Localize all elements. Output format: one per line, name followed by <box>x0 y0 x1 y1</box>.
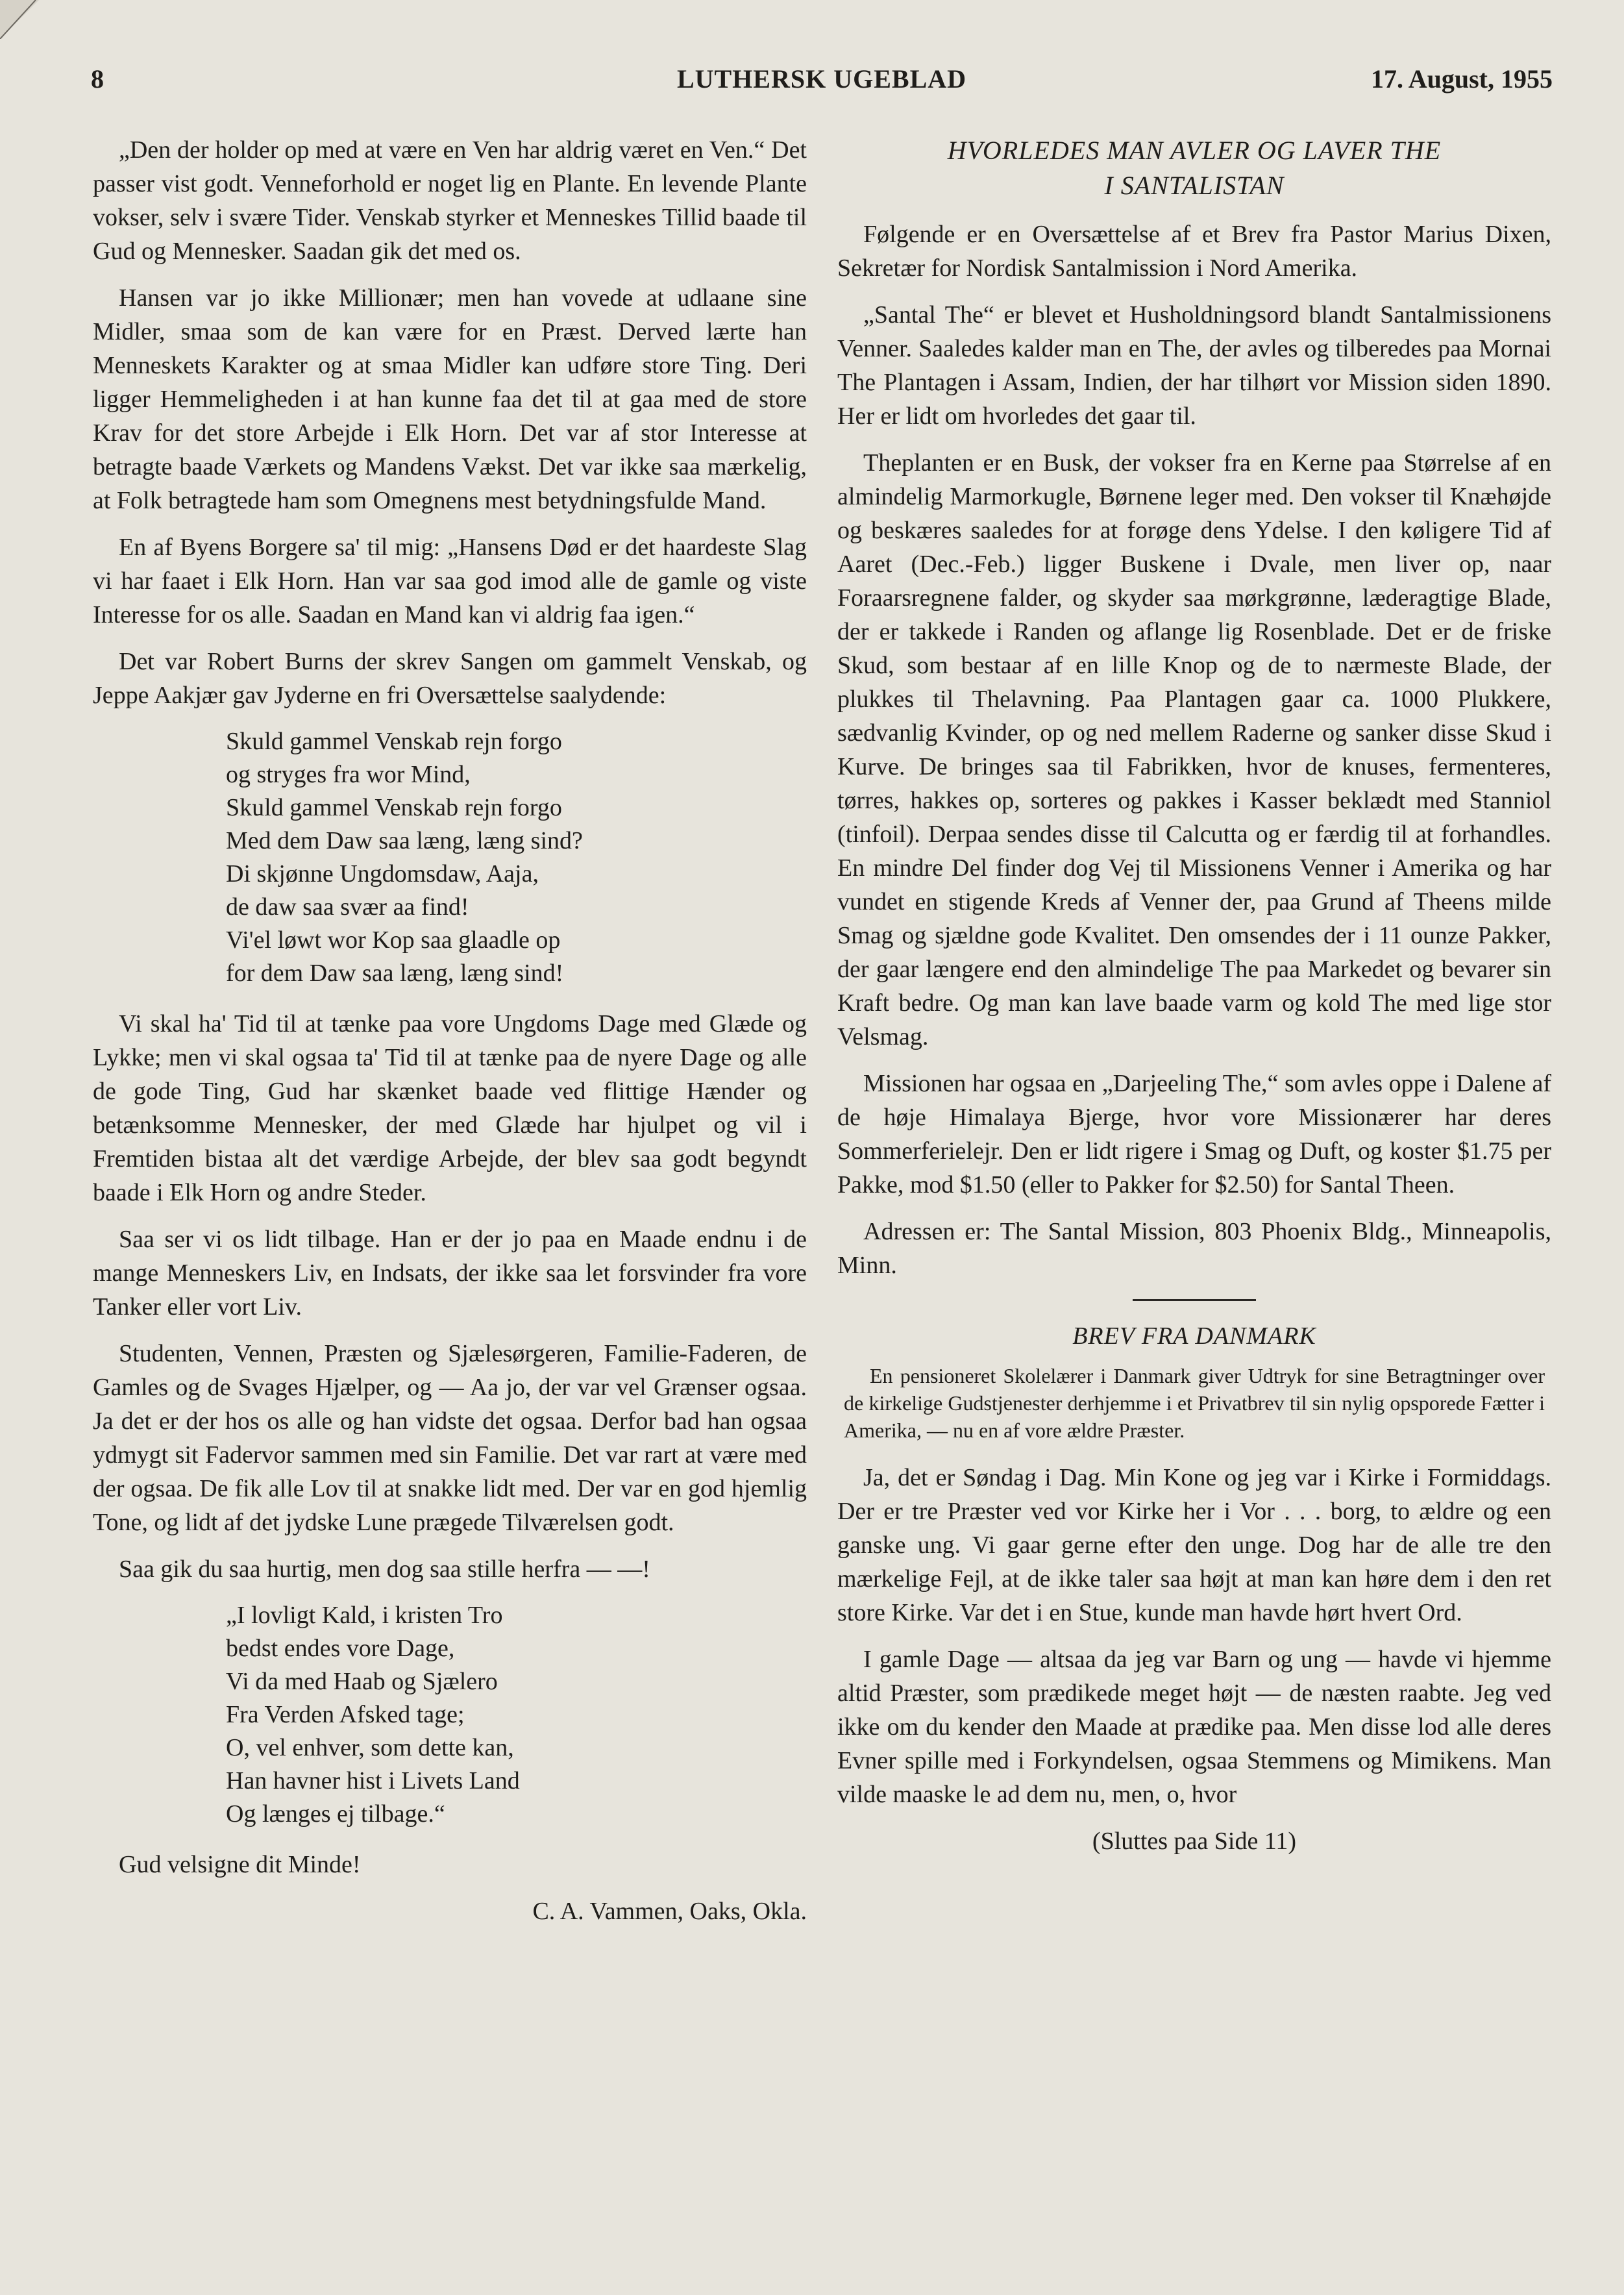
page-number: 8 <box>91 64 104 93</box>
paragraph: I gamle Dage — altsaa da jeg var Barn og ung — havde vi hjemme altid Præster, som prædikede meget højt — de næsten raabte. Jeg ved ikke om du kender den Maade at prædike paa. Men disse lod alle deres Evner spille med i Forkyndelsen, ogsaa Stemmens og Mimikens. Man vilde maaske le ad dem nu, men, o, hvor <box>837 1646 1551 1808</box>
paragraph: Saa ser vi os lidt tilbage. Han er der jo paa en Maade endnu i de mange Menneskers Liv, en Indsats, der ikke saa let forsvinder fra vore Tanker eller vort Liv. <box>93 1226 807 1321</box>
right-column <box>837 133 1551 1858</box>
poem-line: Han havner hist i Livets Land <box>226 1767 520 1794</box>
paragraph: Følgende er en Oversættelse af et Brev fra Pastor Marius Dixen, Sekretær for Nordisk Santalmission i Nord Amerika. <box>837 221 1551 282</box>
poem-stanza <box>226 725 807 990</box>
paragraph: Studenten, Vennen, Præsten og Sjælesørgeren, Familie-Faderen, de Gamles og de Svages Hjælper, og — Aa jo, der var vel Grænser ogsaa. Ja det er der hos os alle og han vidste det ogsaa. Derfor bad han ogsaa ydmygt sit Fadervor sammen med sin Familie. Det var rart at være med der ogsaa. De fik alle Lov til at snakke lidt med. Der var en god hjemlig Tone, og lidt af det jydske Lune prægede Tilværelsen godt. <box>93 1340 807 1536</box>
article-title <box>837 133 1551 203</box>
poem-line: Vi da med Haab og Sjælero <box>226 1668 498 1695</box>
paragraph: Det var Robert Burns der skrev Sangen om gammelt Venskab, og Jeppe Aakjær gav Jyderne en fri Oversættelse saalydende: <box>93 648 807 709</box>
poem-line: de daw saa svær aa find! <box>226 893 469 921</box>
poem-line: Di skjønne Ungdomsdaw, Aaja, <box>226 860 539 887</box>
article-title-line: HVORLEDES MAN AVLER OG LAVER THE <box>947 136 1442 165</box>
poem-line: bedst endes vore Dage, <box>226 1635 455 1662</box>
poem-line: for dem Daw saa læng, læng sind! <box>226 960 564 987</box>
paragraph: Adressen er: The Santal Mission, 803 Phoenix Bldg., Minneapolis, Minn. <box>837 1218 1551 1279</box>
poem-line: Vi'el løwt wor Kop saa glaadle op <box>226 926 561 954</box>
paragraph: „Den der holder op med at være en Ven har aldrig været en Ven.“ Det passer vist godt. Venneforhold er noget lig en Plante. En levende Plante vokser, selv i svære Tider. Venskab styrker et Menneskes Tillid baade til Gud og Mennesker. Saadan gik det med os. <box>93 136 807 265</box>
paragraph: Vi skal ha' Tid til at tænke paa vore Ungdoms Dage med Glæde og Lykke; men vi skal ogsaa ta' Tid til at tænke paa de nyere Dage og alle de gode Ting, Gud har skænket baade ved flittige Hænder og betænksomme Mennesker, der med Glæde har hjulpet og vil i Fremtiden bistaa alt det værdige Arbejde, der blev saa godt begyndt baade i Elk Horn og andre Steder. <box>93 1010 807 1206</box>
article-title-line: I SANTALISTAN <box>1104 171 1285 200</box>
page-header <box>91 64 1553 103</box>
paragraph: Ja, det er Søndag i Dag. Min Kone og jeg var i Kirke i Formiddags. Der er tre Præster ved vor Kirke her i Vor . . . borg, to ældre og een ganske ung. Vi gaar gerne efter den unge. Dog har de alle tre den mærkelige Fejl, at de ikke taler saa højt at man kan høre dem i den ret store Kirke. Var det i en Stue, kunde man havde hørt hvert Ord. <box>837 1464 1551 1626</box>
continued-note: (Sluttes paa Side 11) <box>1092 1828 1297 1855</box>
poem-line: Skuld gammel Venskab rejn forgo <box>226 728 562 755</box>
paragraph: Gud velsigne dit Minde! <box>119 1851 361 1878</box>
paragraph: Hansen var jo ikke Millionær; men han vovede at udlaane sine Midler, smaa som de kan være for en Præst. Derved lærte han Menneskets Karakter og at smaa Midler kan udføre store Ting. Deri ligger Hemmeligheden i at han kunne faa det til at gaa med de store Krav for det store Arbejde i Elk Horn. Det var af stor Interesse at betragte baade Værkets og Mandens Vækst. Det var ikke saa mærkelig, at Folk betragtede ham som Omegnens mest betydningsfulde Mand. <box>93 284 807 514</box>
paragraph: „Santal The“ er blevet et Husholdningsord blandt Santalmissionens Venner. Saaledes kalder man en The, der avles og tilberedes paa Mornai The Plantagen i Assam, Indien, der har tilhørt vor Mission siden 1890. Her er lidt om hvorledes det gaar til. <box>837 301 1551 430</box>
letter-title: BREV FRA DANMARK <box>1072 1322 1316 1350</box>
paragraph: Theplanten er en Busk, der vokser fra en Kerne paa Størrelse af en almindelig Marmorkugle, Børnene leger med. Den vokser til Knæhøjde og beskæres saaledes for at forøge dens Ydelse. I den køligere Tid af Aaret (Dec.-Feb.) ligger Buskene i Dvale, men liver op, naar Foraarsregnene falder, og skyder saa mørkgrønne, læderagtige Blade, der er takkede i Randen og aflange lig Rosenblade. Det er de friske Skud, som bestaar af en lille Knop og de to nærmeste Blade, der plukkes til Thelavning. Paa Plantagen gaar ca. 1000 Plukkere, sædvanlig Kvinder, op og ned mellem Raderne og sanker disse Skud i Kurve. De bringes saa til Fabrikken, hvor de knuses, fermenteres, tørres, hakkes op, sorteres og pakkes i Kasser beklædt med Stanniol (tinfoil). Derpaa sendes disse til Calcutta og er færdig til at forhandles. En mindre Del finder dog Vej til Missionens Venner i Amerika og har vundet en stigende Kreds af Venner der, paa Grund af Theens milde Smag og sjældne gode Kvalitet. Den omsendes der i 11 ounze Pakker, der gaar længere end den almindelige The paa Markedet og bevarer sin Kraft bedre. Og man kan lave baade varm og kold The med lige stor Velsmag. <box>837 449 1551 1050</box>
left-column <box>93 133 807 1928</box>
poem-line: O, vel enhver, som dette kan, <box>226 1734 514 1761</box>
poem-line: Og længes ej tilbage.“ <box>226 1800 445 1828</box>
issue-date: 17. August, 1955 <box>1370 64 1553 93</box>
torn-corner-mark <box>0 0 39 39</box>
poem-line: Skuld gammel Venskab rejn forgo <box>226 794 562 821</box>
hymn-stanza <box>226 1599 807 1831</box>
author-signature: C. A. Vammen, Oaks, Okla. <box>532 1898 807 1925</box>
paragraph: Missionen har ogsaa en „Darjeeling The,“ som avles oppe i Dalene af de høje Himalaya Bjerge, hvor vore Missionærer har deres Sommerferielejr. Den er lidt rigere i Smag og Duft, og koster $1.75 per Pakke, mod $1.50 (eller to Pakker for $2.50) for Santal Theen. <box>837 1070 1551 1198</box>
poem-line: „I lovligt Kald, i kristen Tro <box>226 1602 503 1629</box>
poem-line: og stryges fra wor Mind, <box>226 761 471 788</box>
paragraph: En af Byens Borgere sa' til mig: „Hansens Død er det haardeste Slag vi har faaet i Elk Horn. Han var saa god imod alle de gamle og viste Interesse for os alle. Saadan en Mand kan vi aldrig faa igen.“ <box>93 534 807 628</box>
section-divider <box>1133 1299 1256 1301</box>
publication-title: LUTHERSK UGEBLAD <box>676 64 967 93</box>
poem-line: Fra Verden Afsked tage; <box>226 1701 465 1728</box>
paragraph: Saa gik du saa hurtig, men dog saa stille herfra — —! <box>119 1556 650 1583</box>
poem-line: Med dem Daw saa læng, læng sind? <box>226 827 583 854</box>
letter-intro: En pensioneret Skolelærer i Danmark giver Udtryk for sine Betragtninger over de kirkelige Gudstjenester derhjemme i et Privatbrev til sin nylig opsporede Fætter i Amerika, — nu en af vore ældre Præster. <box>844 1364 1545 1442</box>
